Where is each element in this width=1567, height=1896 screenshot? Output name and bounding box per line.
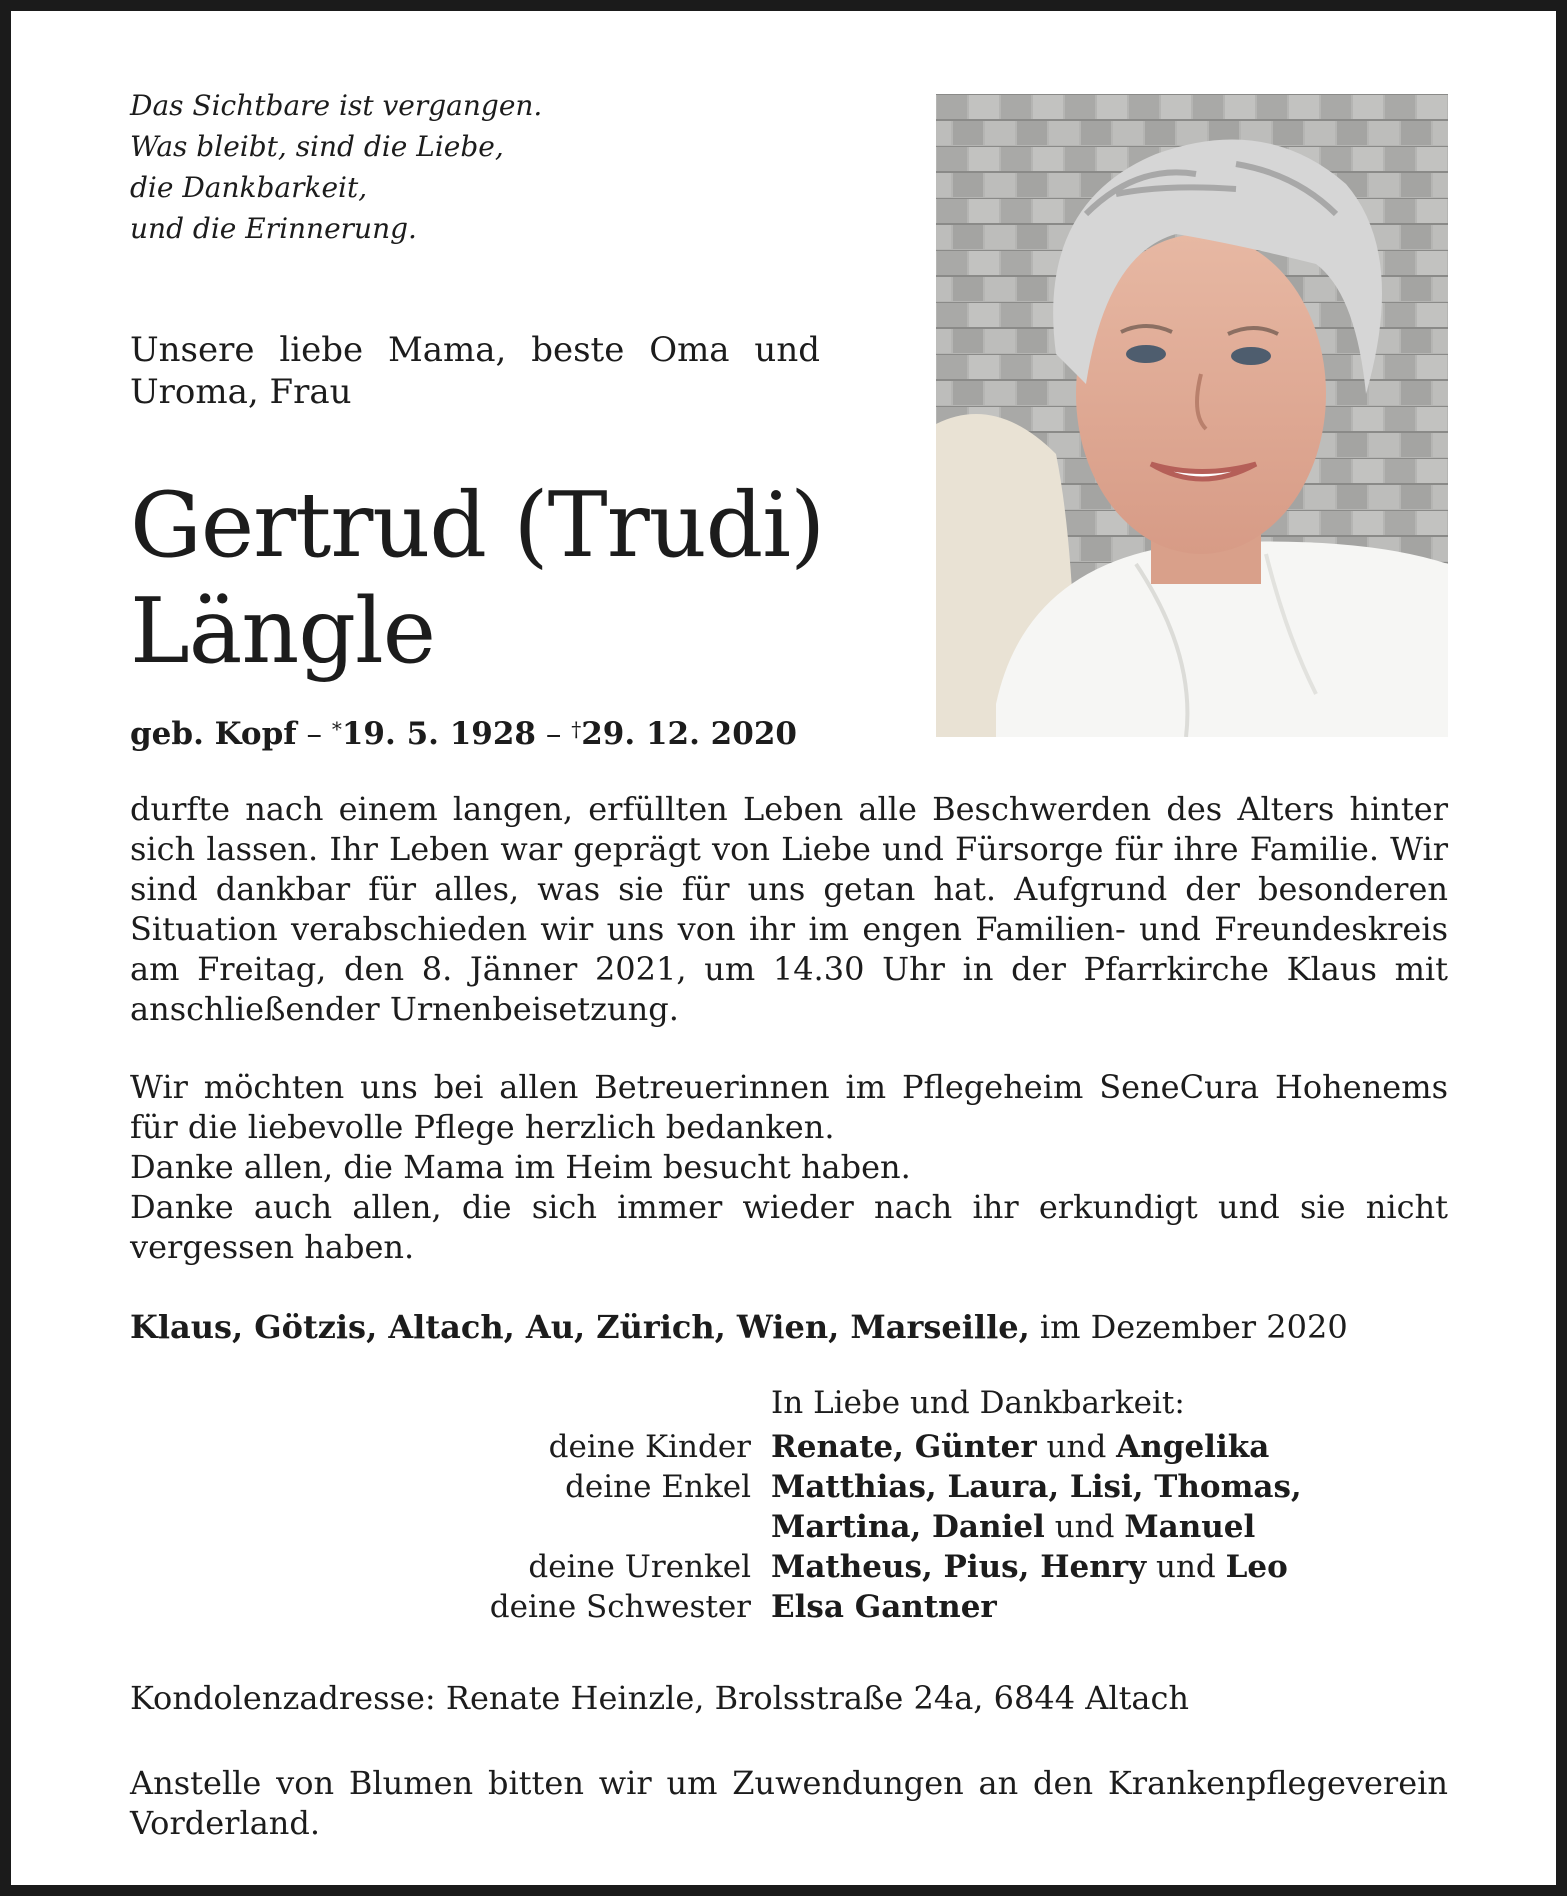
relative-name: Martina, Daniel [771,1509,1045,1545]
intro-text: Unsere liebe Mama, beste Oma und Uroma, Frau [130,330,820,412]
thanks-line: Wir möchten uns bei allen Betreuerinnen im Pflegeheim SeneCura Hohenems für die liebevolle Pflege herzlich bedanken. [130,1068,1448,1146]
relative-name: Matheus, Pius, Henry [771,1549,1147,1585]
poem-line: und die Erinnerung. [130,212,417,245]
main-paragraph: durfte nach einem langen, erfüllten Leben alle Beschwerden des Alters hinter sich lassen. Ihr Leben war geprägt von Liebe und Fürsorge für ihre Familie. Wir sind dankbar für alles, was sie für uns getan hat. Aufgrund der besonderen Situation verabschieden wir uns von ihr im engen Familien- und Freundeskreis am Freitag, den 8. Jänner 2021, um 14.30 Uhr in der Pfarrkirche Klaus mit anschließender Urnenbeisetzung. [130,790,1448,1028]
relative-label: deine Urenkel [528,1549,751,1585]
poem-line: Das Sichtbare ist vergangen. [130,89,543,122]
conjunction: und [1046,1429,1107,1465]
portrait-illustration [936,94,1448,737]
place-date: im Dezember 2020 [1029,1308,1348,1346]
relative-label: deine Schwester [489,1589,751,1625]
thanks-line: Danke auch allen, die sich immer wieder nach ihr erkundigt und sie nicht vergessen haben. [130,1188,1448,1266]
relative-name: Elsa Gantner [771,1589,997,1625]
conjunction: und [1155,1549,1216,1585]
relative-name: Renate, Günter [771,1429,1037,1465]
places-line [130,1307,1448,1347]
relative-name: Manuel [1124,1509,1256,1545]
relative-names [771,1587,1471,1627]
life-dates [130,709,797,754]
name-line-2: Längle [130,579,436,684]
born-symbol: * [331,717,342,741]
deceased-name [130,473,930,685]
relative-label: deine Kinder [548,1429,751,1465]
date-separator: – [536,716,572,752]
poem-line: Was bleibt, sind die Liebe, [130,130,504,163]
relative-names [771,1507,1471,1547]
portrait-photo [936,94,1448,737]
places-list: Klaus, Götzis, Altach, Au, Zürich, Wien, Marseille, [130,1308,1030,1346]
poem [130,85,830,249]
donation-note: Anstelle von Blumen bitten wir um Zuwendungen an den Krankenpflegeverein Vorderland. [130,1764,1448,1842]
relative-names [771,1427,1471,1467]
name-line-1: Gertrud (Trudi) [130,473,825,578]
relative-name: Angelika [1116,1429,1270,1465]
birth-date: 19. 5. 1928 [341,716,537,752]
condolence-address: Kondolenzadresse: Renate Heinzle, Brolsstraße 24a, 6844 Altach [130,1679,1190,1717]
death-date: 29. 12. 2020 [581,716,797,752]
relative-name: Leo [1225,1549,1288,1585]
closing-line: In Liebe und Dankbarkeit: [771,1385,1185,1421]
relative-names [771,1467,1471,1507]
thanks-paragraph [130,1067,1448,1267]
poem-line: die Dankbarkeit, [130,171,368,204]
died-symbol: † [571,717,582,741]
conjunction: und [1054,1509,1115,1545]
relative-label: deine Enkel [565,1469,751,1505]
date-separator: – [296,716,332,752]
maiden-name: geb. Kopf [130,716,297,752]
thanks-line: Danke allen, die Mama im Heim besucht haben. [130,1148,911,1186]
relative-names [771,1547,1471,1587]
relative-name: Matthias, Laura, Lisi, Thomas, [771,1469,1302,1505]
